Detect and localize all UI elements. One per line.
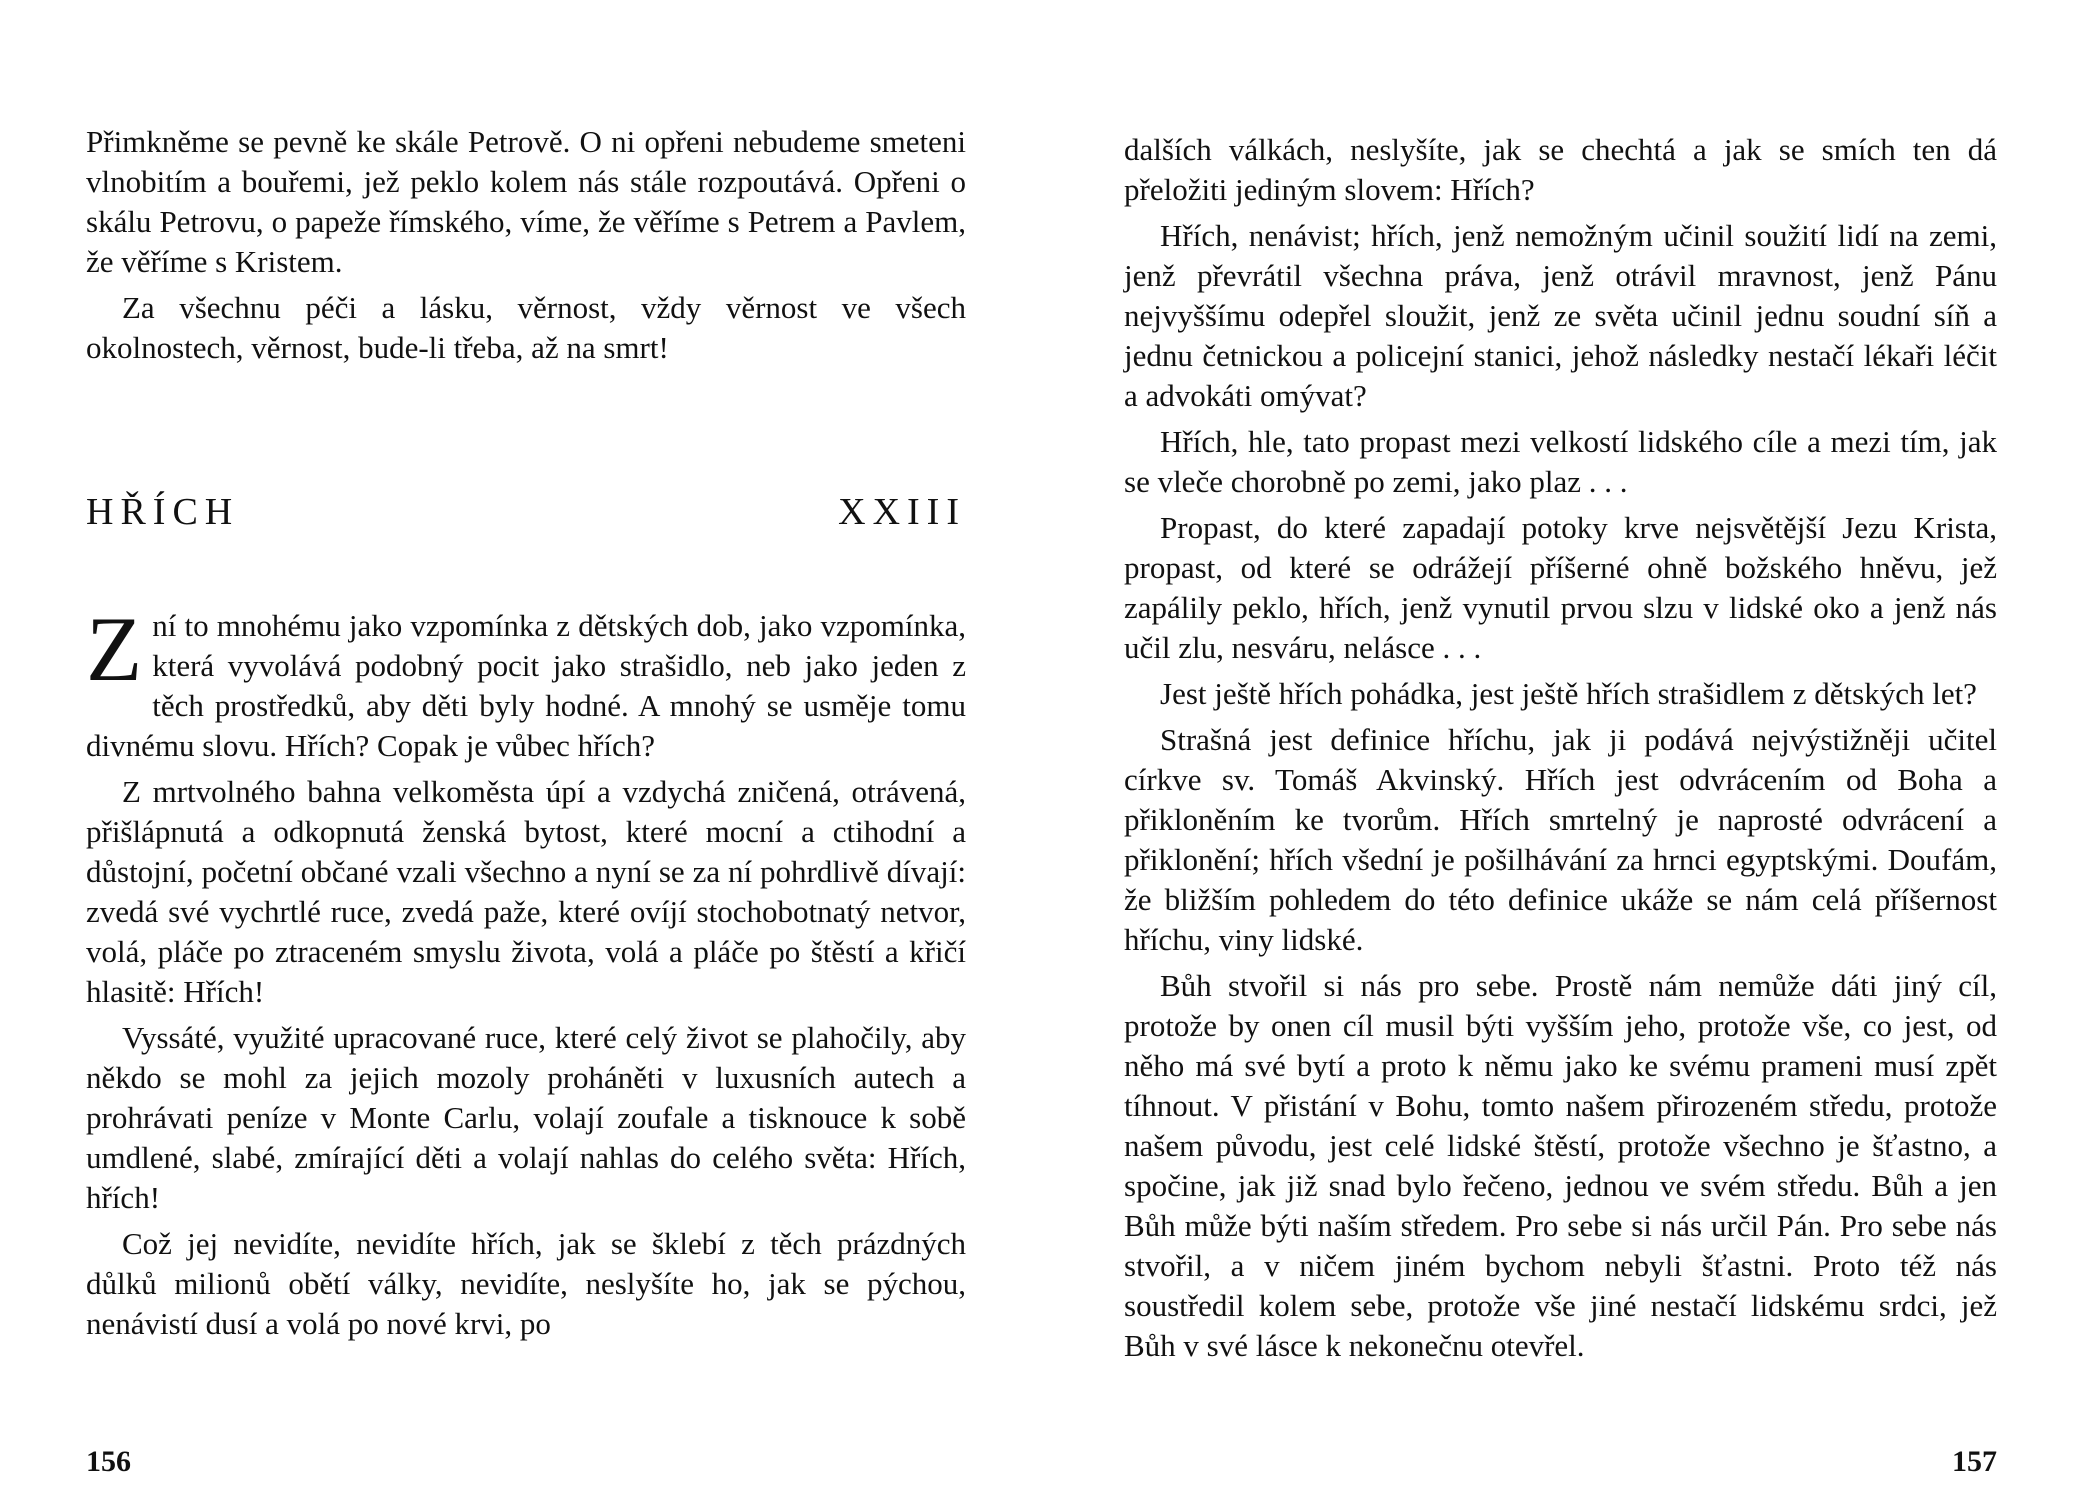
first-paragraph-text: ní to mnohému jako vzpomínka z dětských dob, jako vzpomínka, která vyvolává podobný pocit jako strašidlo, neb jako jeden z těch prostředků, aby děti byly hodné. A mnohý se usměje tomu divnému slovu. Hřích? Copak je vůbec hřích? [86, 608, 966, 763]
chapter-first-paragraph [86, 598, 966, 766]
right-paragraph-2: Hřích, nenávist; hřích, jenž nemožným učinil soužití lidí na zemi, jenž převrátil všechna práva, jenž otrávil mravnost, jenž Pánu nejvyššímu odepřel sloužit, jenž ze světa učinil jednu soudní síň a jednu četnickou a policejní stanici, jehož následky nestačí lékaři léčit a advokáti omývat? [1124, 218, 1997, 413]
chapter-heading [86, 490, 966, 540]
right-page [1124, 0, 1997, 1500]
page-number-left: 156 [86, 1445, 131, 1478]
left-paragraph-2: Za všechnu péči a lásku, věrnost, vždy věrnost ve všech okolnostech, věrnost, bude-li třeba, až na smrt! [86, 290, 966, 365]
left-body-paragraph-3: Což jej nevidíte, nevidíte hřích, jak se šklebí z těch prázdných důlků milionů obětí války, nevidíte, neslyšíte ho, jak se pýchou, nenávistí dusí a volá po nové krvi, po [86, 1226, 966, 1341]
left-body-paragraph-2: Vyssáté, využité upracované ruce, které celý život se plahočily, aby někdo se mohl za jejich mozoly proháněti v luxusních autech a prohrávati peníze v Monte Carlu, volají zoufale a tisknouce k sobě umdlené, slabé, zmírající děti a volají nahlas do celého světa: Hřích, hřích! [86, 1020, 966, 1215]
page-number-right: 157 [1952, 1445, 1997, 1478]
left-paragraph-1: Přimkněme se pevně ke skále Petrově. O ni opřeni nebudeme smeteni vlnobitím a bouřemi, jež peklo kolem nás stále rozpoutává. Opřeni o skálu Petrovu, o papeže římského, víme, že věříme s Petrem a Pavlem, že věříme s Kristem. [86, 124, 966, 279]
right-paragraph-5: Jest ještě hřích pohádka, jest ještě hřích strašidlem z dětských let? [1160, 676, 1977, 711]
right-paragraph-7: Bůh stvořil si nás pro sebe. Prostě nám nemůže dáti jiný cíl, protože by onen cíl musil býti vyšším jeho, protože vše, co jest, od něho má své bytí a proto k němu jako ke svému prameni musí zpět tíhnout. V přistání v Bohu, tomto našem přirozeném středu, protože našem původu, jest celé lidské štěstí, protože všechno je šťastno, a spočine, jak již snad bylo řečeno, jednou ve svém středu. Bůh a jen Bůh může býti naším středem. Pro sebe si nás určil Pán. Pro sebe nás stvořil, a v ničem jiném bychom nebyli šťastni. Proto též nás soustředil kolem sebe, protože vše jiné nestačí lidskému srdci, jež Bůh v své lásce k nekonečnu otevřel. [1124, 968, 1997, 1363]
left-top-text [86, 122, 966, 374]
chapter-title: HŘÍCH [86, 491, 240, 533]
right-paragraph-1: dalších válkách, neslyšíte, jak se chechtá a jak se smích ten dá přeložiti jediným slovem: Hřích? [1124, 132, 1997, 207]
right-paragraph-4: Propast, do které zapadají potoky krve nejsvětější Jezu Krista, propast, od které se odrážejí příšerné ohně božského hněvu, jež zapálily peklo, hřích, jenž vynutil prvou slzu v lidské oko a jenž nás učil zlu, nesváru, nelásce . . . [1124, 510, 1997, 665]
left-body-text [86, 598, 966, 1350]
right-paragraph-6: Strašná jest definice hříchu, jak ji podává nejvýstižněji učitel církve sv. Tomáš Akvinský. Hřích jest odvrácením od Boha a přikloněním ke tvorům. Hřích smrtelný je naprosté odvrácení a přiklonění; hřích všední je pošilhávání za hrnci egyptskými. Doufám, že bližším pohledem do této definice ukáže se nám celá příšernost hříchu, viny lidské. [1124, 722, 1997, 957]
left-body-paragraph-1: Z mrtvolného bahna velkoměsta úpí a vzdychá zničená, otrávená, přišlápnutá a odkopnutá ženská bytost, které mocní a ctihodní a důstojní, početní občané vzali všechno a nyní se za ní pohrdlivě dívají: zvedá své vychrtlé ruce, zvedá paže, které ovíjí stochobotnatý netvor, volá, pláče po ztraceném smyslu života, volá a pláče po štěstí a křičí hlasitě: Hřích! [86, 774, 966, 1009]
chapter-number: XXIII [838, 491, 966, 533]
right-paragraph-3: Hřích, hle, tato propast mezi velkostí lidského cíle a mezi tím, jak se vleče chorobně po zemi, jako plaz . . . [1124, 424, 1997, 499]
right-text [1124, 130, 1997, 1372]
drop-cap: Z [86, 598, 143, 700]
left-page [86, 0, 966, 1500]
